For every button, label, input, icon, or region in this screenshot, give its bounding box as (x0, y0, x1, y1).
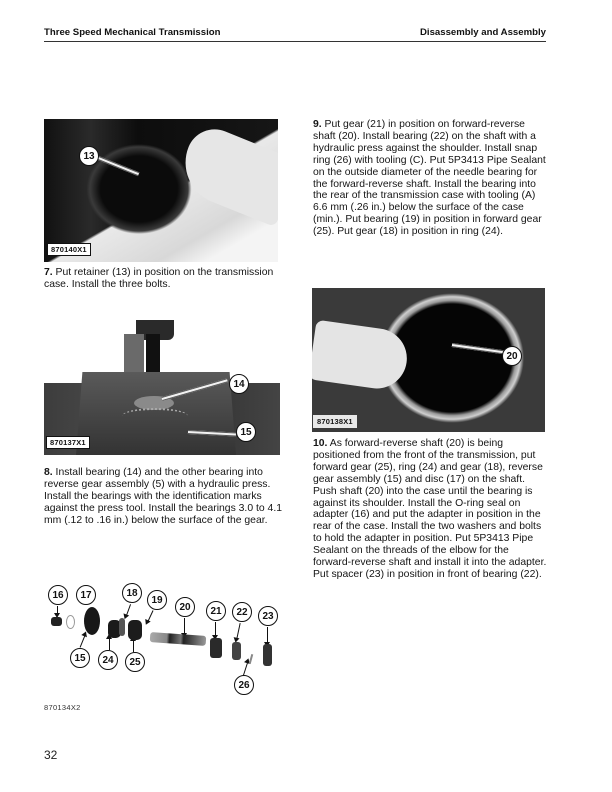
step-7 (44, 267, 284, 291)
arrow-16 (57, 606, 58, 614)
arrow-26 (243, 662, 249, 676)
arrow-24 (109, 638, 110, 650)
part-shaft-20 (150, 632, 207, 646)
photo-press-bearing (44, 320, 280, 455)
arrow-25 (133, 640, 134, 652)
figure-label: 870137X1 (46, 436, 90, 449)
step-text: Put retainer (13) in position on the transmission case. Install the three bolts. (44, 267, 274, 290)
hand-shape (173, 121, 278, 227)
callout-24: 24 (98, 650, 118, 670)
callout-23: 23 (258, 606, 278, 626)
step-10 (313, 438, 549, 581)
callout-20: 20 (175, 597, 195, 617)
leader-line (452, 343, 504, 354)
arrow-15 (80, 635, 86, 648)
arrow-23 (267, 627, 268, 643)
page-header (44, 27, 546, 42)
photo-retainer (44, 119, 278, 262)
callout-15: 15 (70, 648, 90, 668)
section-title: Three Speed Mechanical Transmission (44, 27, 221, 38)
callout-26: 26 (234, 675, 254, 695)
step-9 (313, 119, 547, 238)
step-text: As forward-reverse shaft (20) is being positioned from the front of the transmission, put forward gear (25), ring (24) and gear (18), reverse gear assembly (15) and disc (17) on the shaft. Push shaft (20) into the case until the bearing is against its shoulder. Install the O-ring seal on adapter (16) and put the adapter in position in the rear of the case. Install the two washers and bolts to hold the adapter in position. Put 5P3413 Pipe Sealant on the threads of the elbow for the forward-reverse shaft and install it into the adapter. Put spacer (23) in position in front of bearing (22). (313, 438, 547, 580)
figure-label: 870134X2 (44, 703, 81, 712)
part-disc-17 (66, 615, 75, 629)
callout-21: 21 (206, 601, 226, 621)
callout-17: 17 (76, 585, 96, 605)
arrow-22 (236, 623, 241, 639)
exploded-diagram (30, 570, 290, 710)
callout-20: 20 (502, 346, 522, 366)
part-bearing-22 (232, 642, 241, 660)
figure-label: 870138X1 (313, 415, 357, 428)
step-text: Put gear (21) in position on forward-reverse shaft (20). Install bearing (22) on the shaft with a hydraulic press against the shoulder. Install snap ring (26) with tooling (C). Put 5P3413 Pipe Sealant on the outside diameter of the needle bearing for the forward-reverse shaft. Install the bearing into the rear of the transmission case with tooling (A) 6.6 mm (.26 in.) below the surface of the case (min.). Put bearing (19) in position in forward gear (25). Put gear (18) in position in ring (24). (313, 119, 546, 238)
part-gear-25 (128, 620, 142, 640)
gear-teeth (122, 408, 188, 424)
chapter-title: Disassembly and Assembly (419, 27, 546, 38)
hand-shape (312, 320, 411, 393)
part-snapring-26 (249, 654, 253, 664)
part-gear-15 (84, 607, 100, 635)
arrow-21 (215, 622, 216, 636)
step-number: 8. (44, 467, 53, 478)
callout-15: 15 (236, 422, 256, 442)
callout-16: 16 (48, 585, 68, 605)
callout-19: 19 (147, 590, 167, 610)
callout-18: 18 (122, 583, 142, 603)
part-adapter-16 (51, 617, 62, 626)
part-gear-21 (210, 638, 222, 658)
callout-25: 25 (125, 652, 145, 672)
photo-shaft-installation (312, 288, 545, 432)
callout-13: 13 (79, 146, 99, 166)
arrow-20 (184, 618, 185, 634)
part-spacer-23 (263, 644, 272, 666)
leader-line (95, 155, 139, 176)
callout-22: 22 (232, 602, 252, 622)
callout-14: 14 (229, 374, 249, 394)
step-number: 10. (313, 438, 328, 449)
arrow-18 (126, 604, 131, 616)
arrow-19 (148, 610, 154, 621)
step-number: 9. (313, 119, 322, 130)
step-number: 7. (44, 267, 53, 278)
part-gear-18 (119, 618, 125, 636)
figure-label: 870140X1 (47, 243, 91, 256)
page-number: 32 (44, 748, 58, 762)
step-text: Install bearing (14) and the other bearing into reverse gear assembly (5) with a hydraulic press. Install the bearings with the identification marks against the press tool. Install the bearings 3.0 to 4.1 mm (.12 to .16 in.) below the surface of the gear. (44, 467, 282, 526)
step-8 (44, 467, 284, 527)
